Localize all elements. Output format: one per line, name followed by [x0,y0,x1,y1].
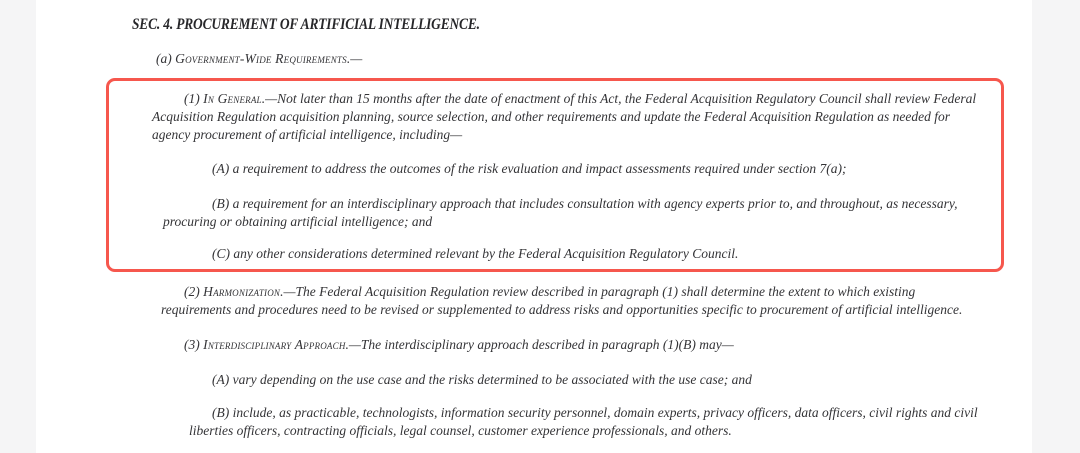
paragraph-1-punct: .— [261,91,278,106]
paragraph-1-subpara-a: (A) a requirement to address the outcomes of the risk evaluation and impact assessments required under section 7(a); [212,161,847,176]
subsection-a [156,50,981,68]
subsection-a-punct: .— [346,51,363,66]
paragraph-1 [152,90,981,144]
paragraph-3-subpara-b: (B) include, as practicable, technologists, information security personnel, domain experts, privacy officers, data officers, civil rights and civil liberties officers, contracting officials, legal counsel, customer experience professionals, and others. [189,405,978,438]
paragraph-3-number: (3) [184,337,204,352]
subsection-a-number: (a) [156,51,176,66]
paragraph-3-body: The interdisciplinary approach described in paragraph (1)(B) may— [360,337,734,352]
paragraph-1-subpara-c: (C) any other considerations determined relevant by the Federal Acquisition Regulatory Council. [212,246,739,261]
subsection-a-label: Government-Wide Requirements [175,51,347,66]
paragraph-1-subpara-b: (B) a requirement for an interdisciplinary approach that includes consultation with agency experts prior to, and throughout, as necessary, procuring or obtaining artificial intelligence; and [163,196,958,229]
paragraph-1-number: (1) [184,91,204,106]
section-heading: SEC. 4. PROCUREMENT OF ARTIFICIAL INTELLIGENCE. [132,16,480,33]
paragraph-3-label: Interdisciplinary Approach [203,337,346,352]
paragraph-3 [161,336,981,354]
paragraph-2-number: (2) [184,284,204,299]
paragraph-1-body: Not later than 15 months after the date of enactment of this Act, the Federal Acquisition Regulatory Council shall review Federal Acquisition Regulation acquisition planning, source selection, and other requirements and update the Federal Acquisition Regulation as needed for agency procurement of artificial intelligence, including— [152,91,977,142]
paragraph-2 [161,283,981,319]
bill-text [131,0,981,440]
paragraph-3-subpara-a: (A) vary depending on the use case and the risks determined to be associated with the use case; and [212,372,752,387]
paragraph-1-label: In General [203,91,262,106]
paragraph-3-punct: .— [345,337,361,352]
paragraph-2-body: The Federal Acquisition Regulation review described in paragraph (1) shall determine the extent to which existing requirements and procedures need to be revised or supplemented to address risks and opportunities specific to procurement of artificial intelligence. [161,284,963,317]
paragraph-2-punct: .— [280,284,296,299]
paragraph-2-label: Harmonization [203,284,281,299]
document-page [36,0,1032,453]
